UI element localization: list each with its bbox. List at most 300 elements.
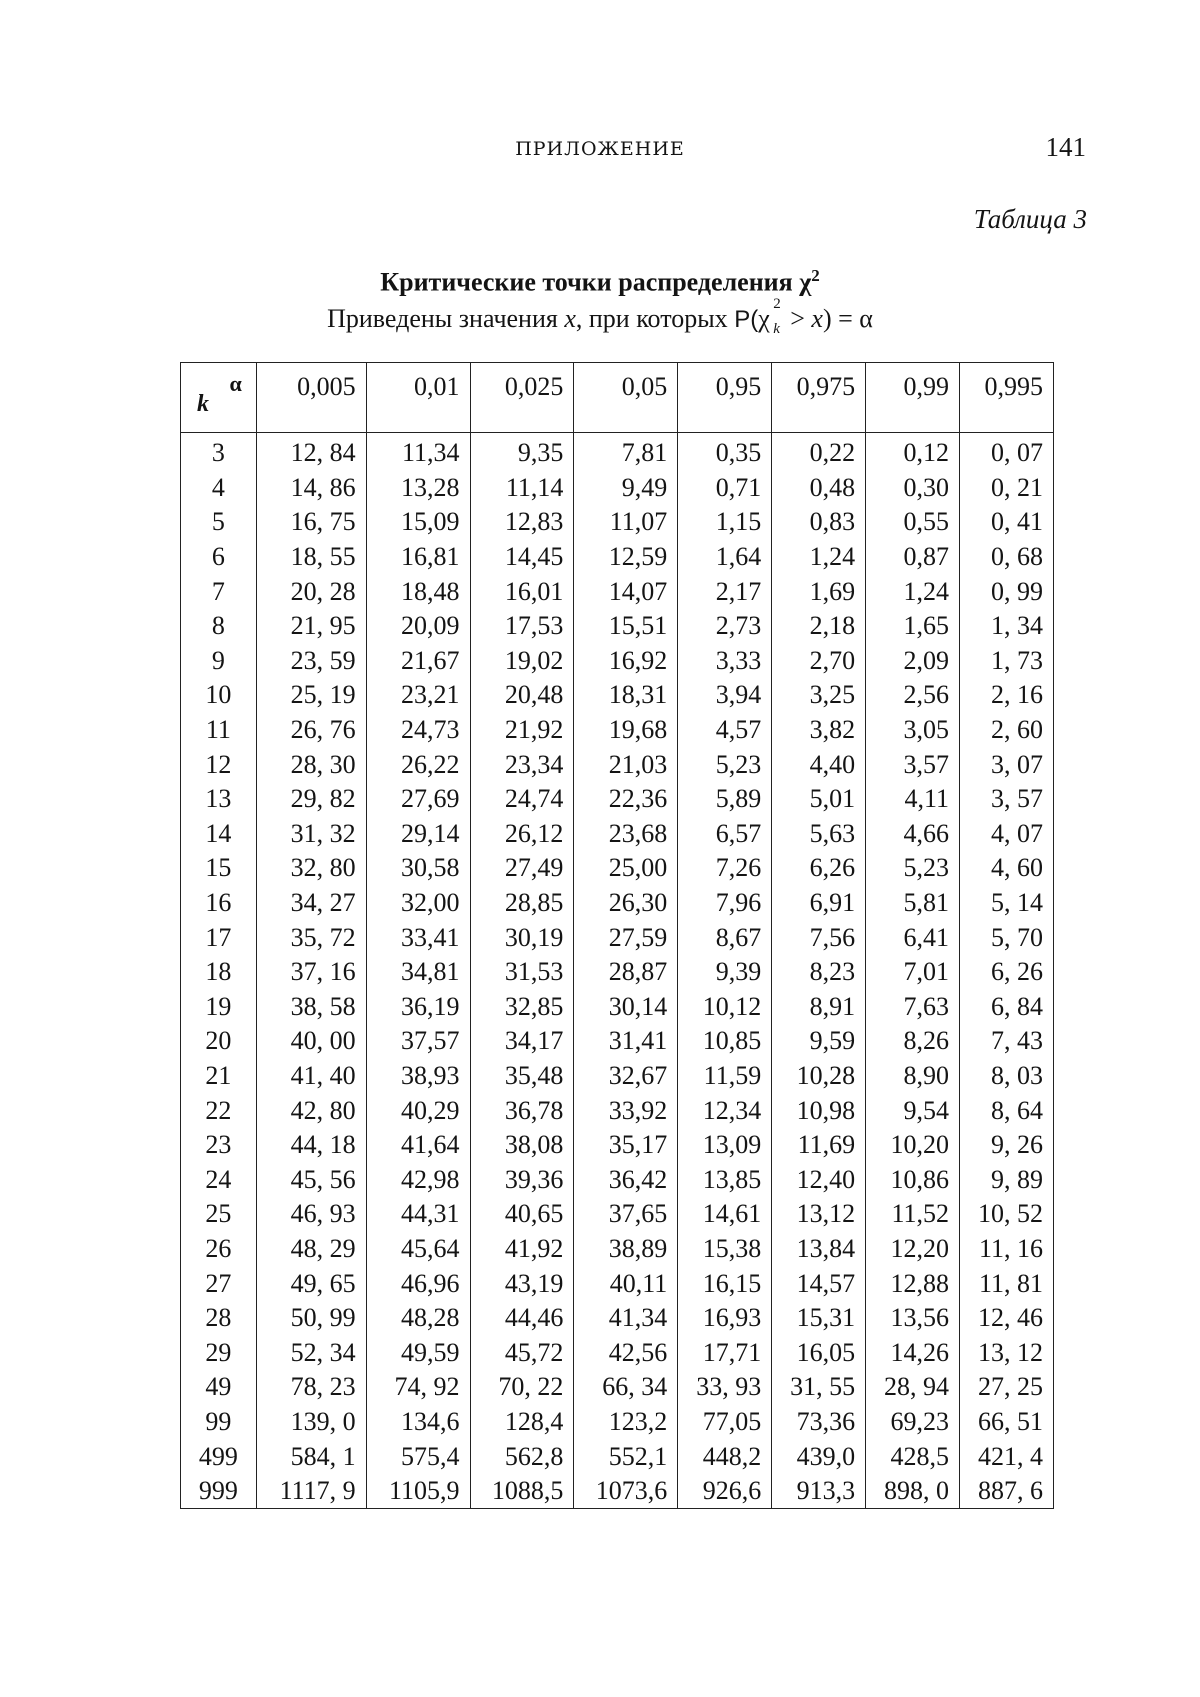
- value-cell: 16,15: [678, 1266, 772, 1301]
- table-row: [181, 678, 1054, 713]
- value-cell: 6, 26: [960, 955, 1054, 990]
- value-cell: 9,35: [470, 433, 574, 471]
- value-cell: 12,40: [772, 1162, 866, 1197]
- table-row: [181, 1059, 1054, 1094]
- k-cell: 9: [181, 644, 257, 679]
- table-row: [181, 574, 1054, 609]
- value-cell: 26, 76: [256, 713, 366, 748]
- value-cell: 0,48: [772, 471, 866, 506]
- value-cell: 9, 89: [960, 1162, 1054, 1197]
- value-cell: 33,41: [366, 920, 470, 955]
- value-cell: 887, 6: [960, 1474, 1054, 1509]
- table-row: [181, 1335, 1054, 1370]
- value-cell: 5,81: [866, 886, 960, 921]
- value-cell: 2,18: [772, 609, 866, 644]
- value-cell: 6, 84: [960, 990, 1054, 1025]
- value-cell: 39,36: [470, 1162, 574, 1197]
- value-cell: 43,19: [470, 1266, 574, 1301]
- alpha-header: 0,995: [960, 363, 1054, 433]
- table-row: [181, 1232, 1054, 1267]
- k-cell: 5: [181, 505, 257, 540]
- value-cell: 0,83: [772, 505, 866, 540]
- value-cell: 38, 58: [256, 990, 366, 1025]
- value-cell: 34,81: [366, 955, 470, 990]
- value-cell: 29, 82: [256, 782, 366, 817]
- table-row: [181, 471, 1054, 506]
- critical-points-table: [180, 362, 1054, 1509]
- value-cell: 48,28: [366, 1301, 470, 1336]
- value-cell: 42, 80: [256, 1093, 366, 1128]
- value-cell: 13,84: [772, 1232, 866, 1267]
- alpha-label: α: [229, 371, 242, 396]
- value-cell: 575,4: [366, 1439, 470, 1474]
- value-cell: 15,51: [574, 609, 678, 644]
- value-cell: 50, 99: [256, 1301, 366, 1336]
- value-cell: 52, 34: [256, 1335, 366, 1370]
- value-cell: 5,89: [678, 782, 772, 817]
- k-cell: 499: [181, 1439, 257, 1474]
- value-cell: 44,31: [366, 1197, 470, 1232]
- value-cell: 21, 95: [256, 609, 366, 644]
- k-label: k: [197, 391, 209, 417]
- gt-sign: >: [783, 304, 812, 333]
- value-cell: 10,86: [866, 1162, 960, 1197]
- value-cell: 33, 93: [678, 1370, 772, 1405]
- value-cell: 8, 03: [960, 1059, 1054, 1094]
- value-cell: 21,92: [470, 713, 574, 748]
- value-cell: 74, 92: [366, 1370, 470, 1405]
- k-cell: 21: [181, 1059, 257, 1094]
- value-cell: 4, 07: [960, 817, 1054, 852]
- value-cell: 0, 07: [960, 433, 1054, 471]
- k-cell: 14: [181, 817, 257, 852]
- page-number: 141: [1045, 132, 1086, 162]
- table-row: [181, 1301, 1054, 1336]
- value-cell: 3,25: [772, 678, 866, 713]
- title-symbol-sup: 2: [811, 266, 820, 285]
- alpha-header: 0,005: [256, 363, 366, 433]
- value-cell: 5, 70: [960, 920, 1054, 955]
- table-row: [181, 644, 1054, 679]
- value-cell: 23,21: [366, 678, 470, 713]
- value-cell: 7, 43: [960, 1024, 1054, 1059]
- value-cell: 15,38: [678, 1232, 772, 1267]
- value-cell: 42,56: [574, 1335, 678, 1370]
- value-cell: 10,98: [772, 1093, 866, 1128]
- table-row: [181, 1266, 1054, 1301]
- value-cell: 49,59: [366, 1335, 470, 1370]
- value-cell: 16,81: [366, 540, 470, 575]
- value-cell: 45,72: [470, 1335, 574, 1370]
- k-cell: 19: [181, 990, 257, 1025]
- value-cell: 21,67: [366, 644, 470, 679]
- k-cell: 25: [181, 1197, 257, 1232]
- value-cell: 26,12: [470, 817, 574, 852]
- value-cell: 9,39: [678, 955, 772, 990]
- value-cell: 20, 28: [256, 574, 366, 609]
- value-cell: 30,58: [366, 851, 470, 886]
- table-label: Таблица 3: [973, 204, 1087, 234]
- value-cell: 17,71: [678, 1335, 772, 1370]
- value-cell: 18, 55: [256, 540, 366, 575]
- value-cell: 12,20: [866, 1232, 960, 1267]
- value-cell: 13,12: [772, 1197, 866, 1232]
- value-cell: 448,2: [678, 1439, 772, 1474]
- value-cell: 2,56: [866, 678, 960, 713]
- value-cell: 12,83: [470, 505, 574, 540]
- table-row: [181, 851, 1054, 886]
- value-cell: 123,2: [574, 1405, 678, 1440]
- value-cell: 6,26: [772, 851, 866, 886]
- value-cell: 11,07: [574, 505, 678, 540]
- value-cell: 4,11: [866, 782, 960, 817]
- value-cell: 9,54: [866, 1093, 960, 1128]
- value-cell: 0,22: [772, 433, 866, 471]
- value-cell: 31,53: [470, 955, 574, 990]
- value-cell: 10,20: [866, 1128, 960, 1163]
- subtitle-var-x: x: [564, 304, 576, 333]
- value-cell: 14,26: [866, 1335, 960, 1370]
- k-cell: 22: [181, 1093, 257, 1128]
- value-cell: 29,14: [366, 817, 470, 852]
- value-cell: 5,01: [772, 782, 866, 817]
- value-cell: 10,12: [678, 990, 772, 1025]
- value-cell: 32,85: [470, 990, 574, 1025]
- value-cell: 128,4: [470, 1405, 574, 1440]
- value-cell: 22,36: [574, 782, 678, 817]
- value-cell: 5,23: [866, 851, 960, 886]
- value-cell: 17,53: [470, 609, 574, 644]
- value-cell: 36,42: [574, 1162, 678, 1197]
- value-cell: 4,66: [866, 817, 960, 852]
- value-cell: 11,34: [366, 433, 470, 471]
- value-cell: 19,68: [574, 713, 678, 748]
- chi-sup: 2: [773, 296, 781, 312]
- table-row: [181, 609, 1054, 644]
- value-cell: 40, 00: [256, 1024, 366, 1059]
- value-cell: 913,3: [772, 1474, 866, 1509]
- value-cell: 0, 41: [960, 505, 1054, 540]
- chi-square-k: [758, 296, 784, 337]
- value-cell: 6,57: [678, 817, 772, 852]
- table-row: [181, 505, 1054, 540]
- k-cell: 15: [181, 851, 257, 886]
- prob-symbol: P(: [734, 306, 759, 333]
- value-cell: 14,61: [678, 1197, 772, 1232]
- value-cell: 898, 0: [866, 1474, 960, 1509]
- value-cell: 7,56: [772, 920, 866, 955]
- value-cell: 44,46: [470, 1301, 574, 1336]
- value-cell: 24,73: [366, 713, 470, 748]
- value-cell: 33,92: [574, 1093, 678, 1128]
- value-cell: 20,09: [366, 609, 470, 644]
- value-cell: 25,00: [574, 851, 678, 886]
- value-cell: 40,11: [574, 1266, 678, 1301]
- value-cell: 0,71: [678, 471, 772, 506]
- value-cell: 40,65: [470, 1197, 574, 1232]
- value-cell: 1088,5: [470, 1474, 574, 1509]
- value-cell: 30,19: [470, 920, 574, 955]
- k-cell: 17: [181, 920, 257, 955]
- running-head: ПРИЛОЖЕНИЕ: [515, 138, 685, 160]
- table-row: [181, 1474, 1054, 1509]
- value-cell: 421, 4: [960, 1439, 1054, 1474]
- value-cell: 13,56: [866, 1301, 960, 1336]
- value-cell: 70, 22: [470, 1370, 574, 1405]
- value-cell: 1,64: [678, 540, 772, 575]
- value-cell: 0,87: [866, 540, 960, 575]
- value-cell: 2, 60: [960, 713, 1054, 748]
- value-cell: 4,57: [678, 713, 772, 748]
- value-cell: 2,17: [678, 574, 772, 609]
- chi-symbol: χ: [758, 304, 770, 333]
- value-cell: 9, 26: [960, 1128, 1054, 1163]
- value-cell: 3, 57: [960, 782, 1054, 817]
- table-row: [181, 1128, 1054, 1163]
- value-cell: 0,35: [678, 433, 772, 471]
- value-cell: 21,03: [574, 747, 678, 782]
- value-cell: 69,23: [866, 1405, 960, 1440]
- value-cell: 36,19: [366, 990, 470, 1025]
- table-row: [181, 1197, 1054, 1232]
- value-cell: 1117, 9: [256, 1474, 366, 1509]
- value-cell: 41,64: [366, 1128, 470, 1163]
- k-cell: 13: [181, 782, 257, 817]
- value-cell: 32,67: [574, 1059, 678, 1094]
- table-body: [181, 433, 1054, 1509]
- subtitle-close: ) = α: [822, 304, 873, 333]
- value-cell: 19,02: [470, 644, 574, 679]
- value-cell: 66, 34: [574, 1370, 678, 1405]
- k-cell: 16: [181, 886, 257, 921]
- value-cell: 16,92: [574, 644, 678, 679]
- value-cell: 32, 80: [256, 851, 366, 886]
- value-cell: 36,78: [470, 1093, 574, 1128]
- value-cell: 6,41: [866, 920, 960, 955]
- value-cell: 28,85: [470, 886, 574, 921]
- k-cell: 23: [181, 1128, 257, 1163]
- value-cell: 35,48: [470, 1059, 574, 1094]
- value-cell: 12,59: [574, 540, 678, 575]
- table-title: [0, 266, 1200, 298]
- value-cell: 0, 21: [960, 471, 1054, 506]
- value-cell: 4,40: [772, 747, 866, 782]
- value-cell: 41, 40: [256, 1059, 366, 1094]
- table-row: [181, 782, 1054, 817]
- subtitle-var-x2: x: [811, 304, 823, 333]
- value-cell: 7,63: [866, 990, 960, 1025]
- table-row: [181, 540, 1054, 575]
- k-cell: 999: [181, 1474, 257, 1509]
- table-row: [181, 747, 1054, 782]
- value-cell: 14,45: [470, 540, 574, 575]
- value-cell: 1,24: [772, 540, 866, 575]
- alpha-header: 0,01: [366, 363, 470, 433]
- value-cell: 18,31: [574, 678, 678, 713]
- table-row: [181, 1370, 1054, 1405]
- value-cell: 20,48: [470, 678, 574, 713]
- value-cell: 77,05: [678, 1405, 772, 1440]
- value-cell: 13,28: [366, 471, 470, 506]
- value-cell: 584, 1: [256, 1439, 366, 1474]
- table-row: [181, 920, 1054, 955]
- value-cell: 28,87: [574, 955, 678, 990]
- value-cell: 2,73: [678, 609, 772, 644]
- alpha-header: 0,025: [470, 363, 574, 433]
- value-cell: 13,85: [678, 1162, 772, 1197]
- value-cell: 27,69: [366, 782, 470, 817]
- k-cell: 20: [181, 1024, 257, 1059]
- value-cell: 10, 52: [960, 1197, 1054, 1232]
- value-cell: 0,30: [866, 471, 960, 506]
- value-cell: 15,31: [772, 1301, 866, 1336]
- value-cell: 28, 94: [866, 1370, 960, 1405]
- value-cell: 8,90: [866, 1059, 960, 1094]
- value-cell: 0,12: [866, 433, 960, 471]
- value-cell: 7,01: [866, 955, 960, 990]
- k-cell: 27: [181, 1266, 257, 1301]
- k-cell: 29: [181, 1335, 257, 1370]
- value-cell: 73,36: [772, 1405, 866, 1440]
- table-row: [181, 955, 1054, 990]
- value-cell: 25, 19: [256, 678, 366, 713]
- value-cell: 49, 65: [256, 1266, 366, 1301]
- value-cell: 15,09: [366, 505, 470, 540]
- value-cell: 7,81: [574, 433, 678, 471]
- value-cell: 34, 27: [256, 886, 366, 921]
- k-cell: 12: [181, 747, 257, 782]
- value-cell: 46, 93: [256, 1197, 366, 1232]
- value-cell: 5,23: [678, 747, 772, 782]
- k-cell: 49: [181, 1370, 257, 1405]
- value-cell: 552,1: [574, 1439, 678, 1474]
- value-cell: 38,93: [366, 1059, 470, 1094]
- alpha-header: 0,99: [866, 363, 960, 433]
- value-cell: 3,57: [866, 747, 960, 782]
- value-cell: 0, 68: [960, 540, 1054, 575]
- value-cell: 7,96: [678, 886, 772, 921]
- value-cell: 2,09: [866, 644, 960, 679]
- value-cell: 9,59: [772, 1024, 866, 1059]
- value-cell: 14,07: [574, 574, 678, 609]
- k-cell: 99: [181, 1405, 257, 1440]
- value-cell: 2, 16: [960, 678, 1054, 713]
- table-row: [181, 990, 1054, 1025]
- value-cell: 1105,9: [366, 1474, 470, 1509]
- value-cell: 12, 46: [960, 1301, 1054, 1336]
- value-cell: 14, 86: [256, 471, 366, 506]
- value-cell: 1,24: [866, 574, 960, 609]
- value-cell: 1,65: [866, 609, 960, 644]
- table-row: [181, 1162, 1054, 1197]
- value-cell: 134,6: [366, 1405, 470, 1440]
- value-cell: 7,26: [678, 851, 772, 886]
- value-cell: 12,34: [678, 1093, 772, 1128]
- k-cell: 6: [181, 540, 257, 575]
- value-cell: 28, 30: [256, 747, 366, 782]
- k-cell: 28: [181, 1301, 257, 1336]
- value-cell: 14,57: [772, 1266, 866, 1301]
- value-cell: 12, 84: [256, 433, 366, 471]
- chi-sub: k: [773, 321, 780, 337]
- value-cell: 3,94: [678, 678, 772, 713]
- value-cell: 24,74: [470, 782, 574, 817]
- value-cell: 45, 56: [256, 1162, 366, 1197]
- value-cell: 23, 59: [256, 644, 366, 679]
- k-cell: 18: [181, 955, 257, 990]
- value-cell: 11,52: [866, 1197, 960, 1232]
- value-cell: 13, 12: [960, 1335, 1054, 1370]
- value-cell: 27,59: [574, 920, 678, 955]
- value-cell: 428,5: [866, 1439, 960, 1474]
- table-subtitle: [0, 296, 1200, 337]
- value-cell: 37, 16: [256, 955, 366, 990]
- value-cell: 11,69: [772, 1128, 866, 1163]
- value-cell: 8,67: [678, 920, 772, 955]
- value-cell: 11,59: [678, 1059, 772, 1094]
- value-cell: 48, 29: [256, 1232, 366, 1267]
- value-cell: 439,0: [772, 1439, 866, 1474]
- value-cell: 18,48: [366, 574, 470, 609]
- alpha-header: 0,05: [574, 363, 678, 433]
- value-cell: 16,01: [470, 574, 574, 609]
- corner-cell: [181, 363, 257, 433]
- k-cell: 10: [181, 678, 257, 713]
- subtitle-text-before: Приведены значения: [327, 304, 558, 333]
- value-cell: 45,64: [366, 1232, 470, 1267]
- value-cell: 46,96: [366, 1266, 470, 1301]
- value-cell: 40,29: [366, 1093, 470, 1128]
- k-cell: 11: [181, 713, 257, 748]
- value-cell: 27, 25: [960, 1370, 1054, 1405]
- subtitle-text-after: , при которых: [575, 304, 728, 333]
- value-cell: 1,15: [678, 505, 772, 540]
- value-cell: 0, 99: [960, 574, 1054, 609]
- value-cell: 12,88: [866, 1266, 960, 1301]
- table-row: [181, 1024, 1054, 1059]
- value-cell: 8,91: [772, 990, 866, 1025]
- table-row: [181, 713, 1054, 748]
- table-row: [181, 433, 1054, 471]
- value-cell: 8, 64: [960, 1093, 1054, 1128]
- value-cell: 1,69: [772, 574, 866, 609]
- header-row: [181, 363, 1054, 433]
- value-cell: 3, 07: [960, 747, 1054, 782]
- value-cell: 30,14: [574, 990, 678, 1025]
- value-cell: 0,55: [866, 505, 960, 540]
- value-cell: 26,30: [574, 886, 678, 921]
- value-cell: 31, 55: [772, 1370, 866, 1405]
- value-cell: 8,26: [866, 1024, 960, 1059]
- value-cell: 31, 32: [256, 817, 366, 852]
- value-cell: 41,34: [574, 1301, 678, 1336]
- value-cell: 34,17: [470, 1024, 574, 1059]
- value-cell: 5,63: [772, 817, 866, 852]
- value-cell: 3,82: [772, 713, 866, 748]
- value-cell: 16,93: [678, 1301, 772, 1336]
- value-cell: 5, 14: [960, 886, 1054, 921]
- k-cell: 7: [181, 574, 257, 609]
- value-cell: 44, 18: [256, 1128, 366, 1163]
- value-cell: 66, 51: [960, 1405, 1054, 1440]
- value-cell: 35,17: [574, 1128, 678, 1163]
- table-row: [181, 817, 1054, 852]
- value-cell: 562,8: [470, 1439, 574, 1474]
- value-cell: 1073,6: [574, 1474, 678, 1509]
- k-cell: 26: [181, 1232, 257, 1267]
- value-cell: 11, 81: [960, 1266, 1054, 1301]
- title-symbol: χ: [799, 267, 812, 297]
